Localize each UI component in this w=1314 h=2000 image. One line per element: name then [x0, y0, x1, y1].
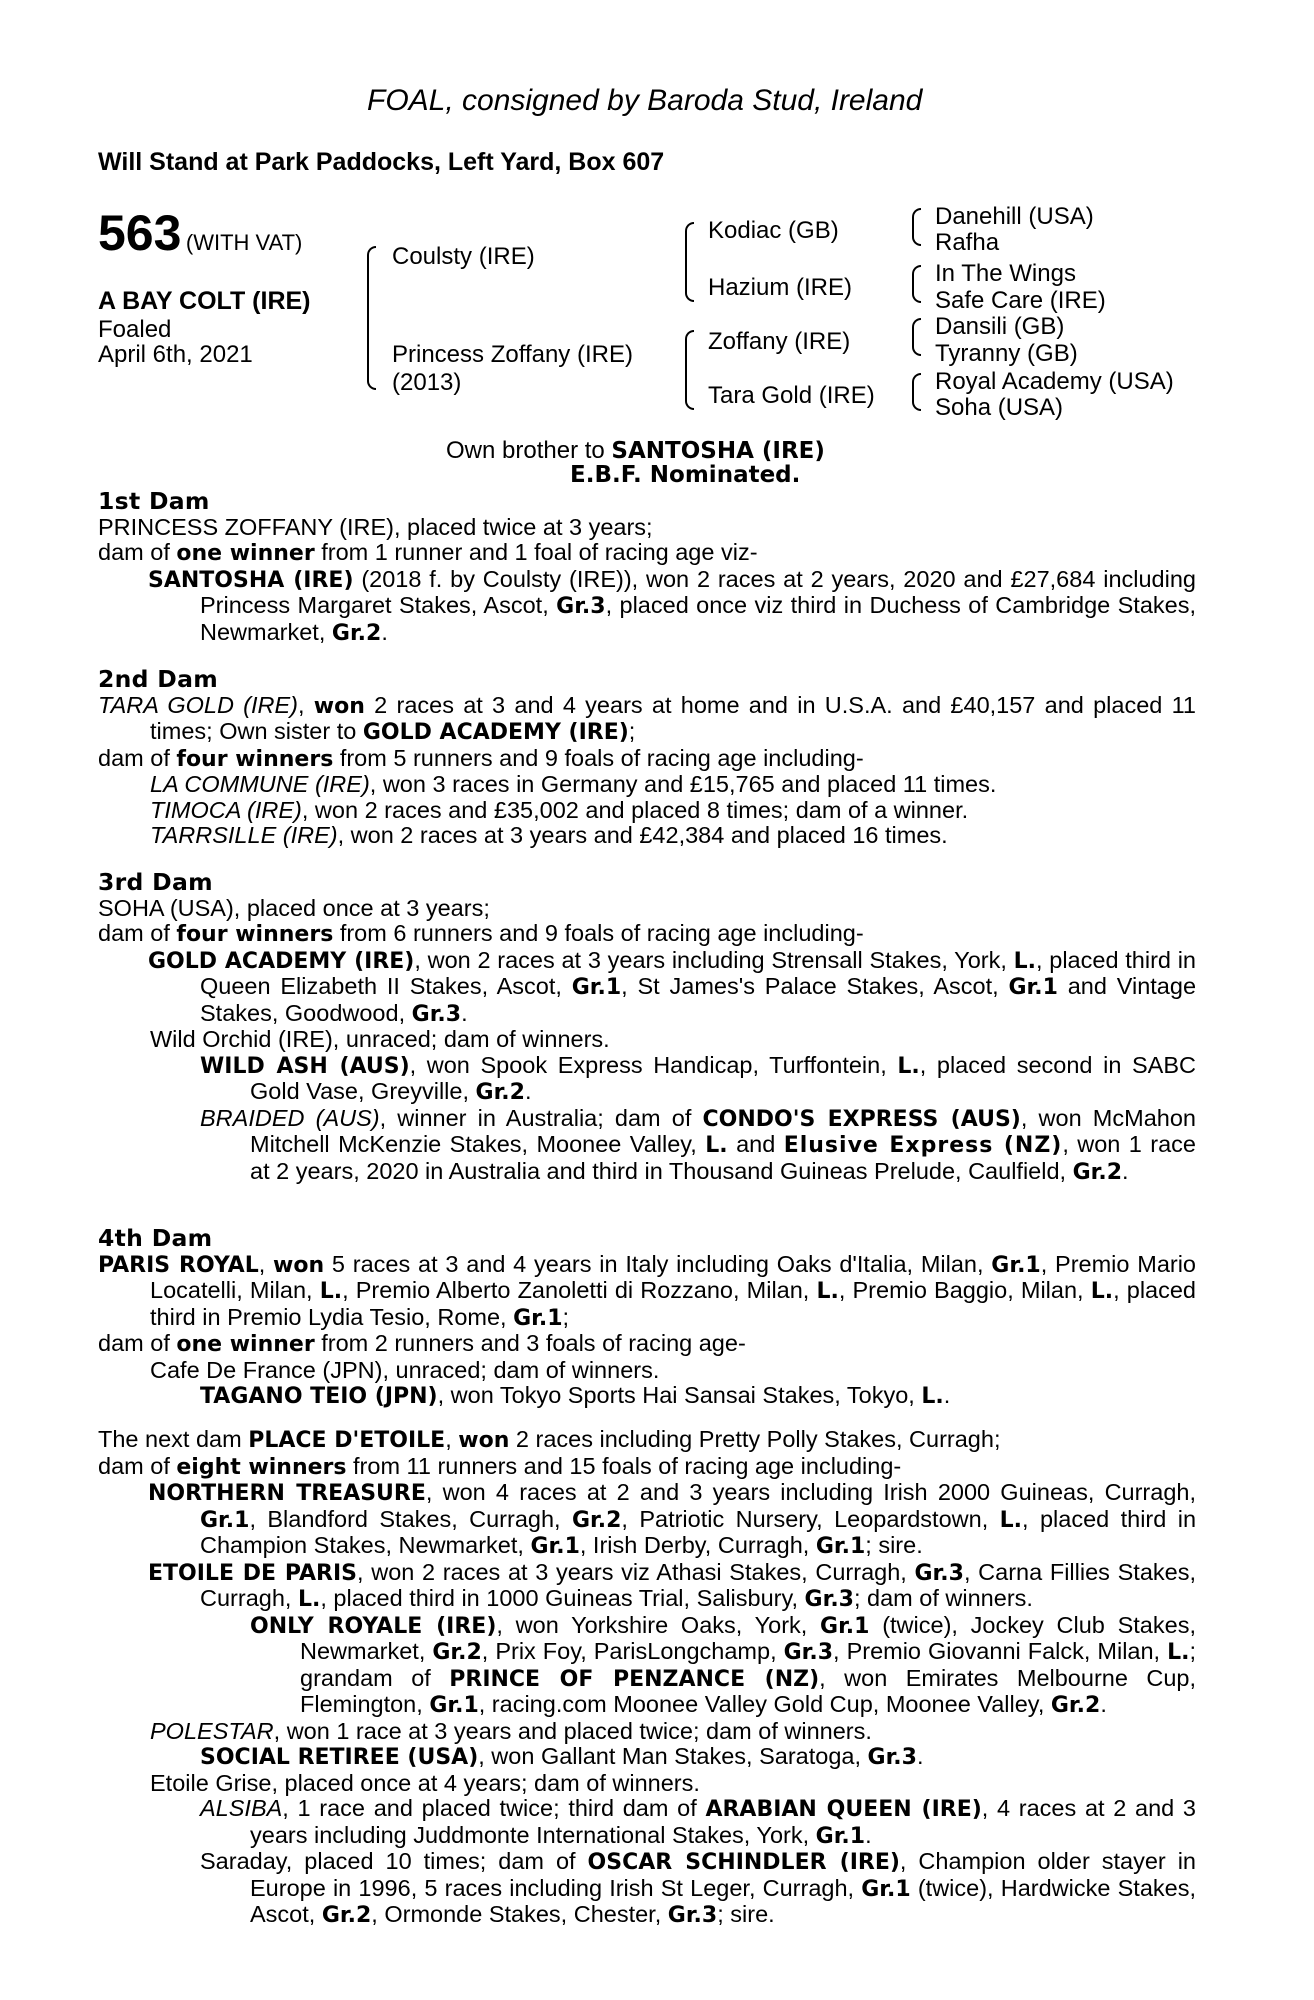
- text: ,: [258, 1250, 274, 1277]
- grade: Gr.2: [1072, 1159, 1123, 1185]
- grade: Gr.1: [429, 1693, 479, 1718]
- horse-name: OSCAR SCHINDLER (IRE): [587, 1850, 900, 1875]
- pedigree-gen2-3: Zoffany (IRE): [708, 328, 851, 355]
- text: .: [1100, 1691, 1107, 1717]
- pedigree-gen3-3: In The Wings: [935, 260, 1076, 287]
- text: Saraday, placed 10 times; dam of: [200, 1848, 588, 1874]
- text: , Champion older stayer in Europe in 1996, 5 races including Irish St Leger, Curragh,: [250, 1848, 1196, 1901]
- horse-name: GOLD ACADEMY (IRE): [148, 948, 415, 974]
- text: dam of: [98, 1452, 177, 1479]
- text: from 6 runners and 9 foals of racing age including-: [333, 920, 864, 946]
- wild-orchid-entry: Wild Orchid (IRE), unraced; dam of winners.: [150, 1026, 610, 1052]
- horse-name: SOCIAL RETIREE (USA): [200, 1745, 479, 1770]
- grade: Gr.1: [530, 1534, 580, 1559]
- grade: Gr.2: [331, 620, 382, 646]
- horse-name: PRINCE OF PENZANCE (NZ): [449, 1666, 820, 1692]
- grade: L.: [921, 1384, 944, 1409]
- lot-number: 563: [98, 205, 182, 261]
- text: , Blandford Stakes, Curragh,: [249, 1505, 572, 1532]
- text: ; sire.: [717, 1901, 775, 1927]
- text: , won 2 races at 3 years viz Athasi Stakes, Curragh,: [357, 1558, 915, 1585]
- grade: Gr.3: [867, 1745, 917, 1770]
- pedigree-gen2-2: Hazium (IRE): [708, 274, 853, 301]
- text: , won 3 races in Germany and £15,765 and placed 11 times.: [369, 771, 997, 797]
- text: ; grandam of: [300, 1638, 1196, 1691]
- winners-count: four winners: [176, 922, 334, 947]
- text: , St James's Palace Stakes, Ascot,: [621, 973, 1009, 999]
- horse-name: TARRSILLE (IRE): [150, 822, 338, 848]
- pedigree-sire: Coulsty (IRE): [392, 243, 535, 270]
- grade: L.: [897, 1053, 920, 1079]
- grade: Gr.1: [815, 1823, 866, 1849]
- text: , Ormonde Stakes, Chester,: [371, 1901, 668, 1927]
- brace-gen3-4: [912, 373, 921, 411]
- own-brother-prefix: Own brother to: [446, 437, 612, 464]
- grade: Gr.3: [804, 1587, 854, 1612]
- first-dam-section: [98, 489, 1196, 646]
- horse-name: ARABIAN QUEEN (IRE): [705, 1797, 982, 1822]
- text: ; dam of winners.: [853, 1585, 1033, 1611]
- text: , won 2 races and £35,002 and placed 8 times; dam of a winner.: [301, 796, 969, 823]
- second-dam-produce: [98, 746, 1196, 773]
- text: , placed third in 1000 Guineas Trial, Salisbury,: [320, 1585, 805, 1611]
- grade: Gr.1: [1008, 975, 1058, 1000]
- own-brother-note: [446, 437, 825, 465]
- next-dam-line: The next dam PLACE D'ETOILE, won 2 races including Pretty Polly Stakes, Curragh;: [98, 1426, 1001, 1453]
- brace-gen3-3: [912, 318, 921, 356]
- won: won: [313, 693, 365, 719]
- text: dam of: [98, 920, 177, 946]
- gold-academy-entry: [98, 948, 1196, 1028]
- horse-name: ALSIBA: [200, 1795, 283, 1821]
- text: .: [943, 1382, 951, 1408]
- lot-number-row: [98, 204, 302, 262]
- text: , won 2 races at 3 years and £42,384 and placed 16 times.: [337, 822, 948, 848]
- grade: L.: [297, 1587, 321, 1612]
- text: , Prix Foy, ParisLongchamp,: [481, 1638, 784, 1664]
- ebf-nominated: E.B.F. Nominated.: [570, 462, 801, 488]
- text: , placed third in Queen Elizabeth II Stakes, Ascot,: [200, 946, 1196, 999]
- text: 2 races at 3 and 4 years at home and in U.S.A. and £40,157 and placed 11 times; Own sister to: [150, 691, 1196, 744]
- braided-entry: [98, 1106, 1196, 1186]
- only-royale-entry: [98, 1613, 1196, 1719]
- horse-name: Elusive Express (NZ): [783, 1133, 1063, 1158]
- grade: L.: [999, 1507, 1023, 1533]
- text: .: [865, 1821, 872, 1848]
- grade: Gr.2: [321, 1903, 372, 1928]
- northern-treasure-entry: [98, 1480, 1196, 1560]
- own-brother-name: SANTOSHA (IRE): [611, 438, 825, 464]
- text: dam of: [98, 539, 177, 565]
- text: ;: [628, 718, 636, 744]
- text: and: [727, 1131, 784, 1157]
- brace-gen1: [367, 246, 376, 390]
- text: (twice), Jockey Club Stakes, Newmarket,: [300, 1611, 1196, 1664]
- vat-note: (WITH VAT): [185, 230, 303, 255]
- text: .: [1122, 1157, 1129, 1184]
- produce-entry: [98, 772, 1196, 798]
- pedigree-dam-year: (2013): [392, 369, 462, 396]
- horse-name: TAGANO TEIO (JPN): [200, 1384, 438, 1409]
- winner-name: SANTOSHA (IRE): [148, 567, 354, 593]
- dam-name: PARIS ROYAL: [98, 1252, 259, 1278]
- text: .: [524, 1078, 532, 1104]
- text: , won Yorkshire Oaks, York,: [496, 1611, 821, 1638]
- grade: Gr.2: [432, 1640, 482, 1665]
- alsiba-entry: [98, 1796, 1196, 1849]
- foaled-label: Foaled: [98, 316, 172, 343]
- fourth-dam-line: [98, 1252, 1196, 1332]
- wild-ash-entry: [98, 1053, 1196, 1106]
- text: .: [461, 999, 468, 1026]
- social-retiree-entry: [98, 1744, 1196, 1771]
- santosha-entry: [98, 567, 1196, 647]
- winners-count: eight winners: [176, 1454, 347, 1480]
- grade: L.: [705, 1133, 728, 1158]
- grade: Gr.2: [1050, 1693, 1101, 1718]
- won: won: [458, 1428, 510, 1453]
- third-dam-title: 3rd Dam: [98, 868, 213, 896]
- horse-name: NORTHERN TREASURE: [148, 1481, 426, 1506]
- text: , won McMahon Mitchell McKenzie Stakes, Moonee Valley,: [250, 1104, 1196, 1157]
- won: won: [273, 1252, 325, 1278]
- polestar-entry: [98, 1719, 1196, 1745]
- brace-gen3-2: [912, 265, 921, 303]
- pedigree-gen3-7: Royal Academy (USA): [935, 368, 1174, 395]
- text: from 11 runners and 15 foals of racing age including-: [346, 1452, 902, 1479]
- text: , Premio Giovanni Falck, Milan,: [833, 1638, 1168, 1664]
- grade: Gr.3: [783, 1640, 834, 1665]
- third-dam-section: [98, 870, 1196, 1185]
- text: , Irish Derby, Curragh,: [579, 1532, 816, 1558]
- text: , won 1 race at 2 years, 2020 in Australia and third in Thousand Guineas Prelude, Caulfield,: [250, 1131, 1196, 1184]
- text: from 2 runners and 3 foals of racing age-: [314, 1330, 746, 1356]
- text: from 1 runner and 1 foal of racing age viz-: [314, 539, 758, 565]
- text: , won 1 race at 3 years and placed twice; dam of winners.: [273, 1717, 872, 1744]
- grade: Gr.1: [200, 1507, 250, 1533]
- etoile-grise-entry: Etoile Grise, placed once at 4 years; dam of winners.: [150, 1769, 700, 1796]
- fourth-dam-produce: [98, 1331, 1196, 1358]
- fourth-dam-title: 4th Dam: [98, 1224, 213, 1252]
- text: 2 races including Pretty Polly Stakes, Curragh;: [509, 1426, 1001, 1452]
- text: , Premio Baggio, Milan,: [838, 1277, 1091, 1303]
- grade: L.: [1013, 948, 1036, 974]
- dam-name: TARA GOLD (IRE): [98, 691, 298, 718]
- horse-name: LA COMMUNE (IRE): [150, 771, 370, 797]
- horse-name: TIMOCA (IRE): [150, 796, 302, 823]
- fourth-dam-section: [98, 1226, 1196, 1410]
- grade: Gr.3: [914, 1560, 964, 1586]
- grade: Gr.1: [571, 975, 622, 1000]
- cafe-de-france-entry: Cafe De France (JPN), unraced; dam of winners.: [150, 1356, 660, 1383]
- horse-name: BRAIDED (AUS): [200, 1104, 380, 1131]
- winners-count: one winner: [176, 1332, 315, 1357]
- horse-name: A BAY COLT (IRE): [98, 287, 311, 315]
- next-dam-produce: [98, 1454, 1196, 1481]
- horse-name: WILD ASH (AUS): [200, 1053, 410, 1079]
- text: , placed third in Champion Stakes, Newmarket,: [200, 1505, 1197, 1558]
- grade: Gr.3: [411, 1001, 462, 1027]
- text: , won Tokyo Sports Hai Sansai Stakes, Tokyo,: [437, 1382, 922, 1408]
- pedigree-gen2-1: Kodiac (GB): [708, 217, 839, 244]
- ebf-note: [570, 462, 800, 488]
- foaled-date: April 6th, 2021: [98, 341, 253, 368]
- text: , placed once viz third in Duchess of Cambridge Stakes, Newmarket,: [200, 592, 1196, 645]
- pedigree-gen3-5: Dansili (GB): [935, 313, 1065, 340]
- pedigree-gen3-6: Tyranny (GB): [935, 340, 1078, 367]
- tagano-teio-entry: [98, 1383, 1196, 1410]
- pedigree-gen2-4: Tara Gold (IRE): [708, 382, 875, 409]
- winners-count: four winners: [176, 746, 334, 772]
- second-dam-line: TARA GOLD (IRE), won 2 races at 3 and 4 years at home and in U.S.A. and £40,157 and placed 11 times; Own sister to GOLD ACADEMY (IRE);: [98, 691, 1196, 745]
- horse-name: ONLY ROYALE (IRE): [250, 1613, 497, 1639]
- text: dam of: [98, 1330, 177, 1356]
- text: .: [916, 1743, 924, 1769]
- text: , won 2 races at 3 years including Strensall Stakes, York,: [414, 946, 1014, 973]
- next-dam-section: [98, 1427, 1196, 1929]
- grade: L.: [1167, 1640, 1190, 1665]
- brace-gen2-bottom: [685, 330, 694, 410]
- text: , Patriotic Nursery, Leopardstown,: [621, 1505, 1000, 1532]
- second-dam-section: [98, 667, 1196, 849]
- first-dam-title: 1st Dam: [98, 487, 210, 515]
- pedigree-gen3-8: Soha (USA): [935, 394, 1064, 421]
- pedigree-gen3-4: Safe Care (IRE): [935, 287, 1106, 314]
- text: , won Gallant Man Stakes, Saratoga,: [478, 1743, 868, 1769]
- text: , won 4 races at 2 and 3 years including Irish 2000 Guineas, Curragh,: [425, 1479, 1196, 1505]
- text: , placed third in Premio Lydia Tesio, Rome,: [150, 1277, 1196, 1330]
- text: (2018 f. by Coulsty (IRE)), won 2 races at 2 years, 2020 and £27,684 including Princess Margaret Stakes, Ascot,: [200, 565, 1196, 618]
- first-dam-produce: [98, 540, 1196, 567]
- first-dam-line: PRINCESS ZOFFANY (IRE), placed twice at 3 years;: [98, 513, 653, 540]
- grade: Gr.3: [667, 1903, 718, 1928]
- text: (twice), Hardwicke Stakes, Ascot,: [250, 1874, 1196, 1927]
- grade: Gr.1: [815, 1534, 866, 1559]
- horse-name: POLESTAR: [150, 1717, 274, 1744]
- stand-location: Will Stand at Park Paddocks, Left Yard, Box 607: [98, 148, 665, 176]
- text: 5 races at 3 and 4 years in Italy including Oaks d'Italia, Milan,: [324, 1250, 992, 1277]
- text: , Premio Mario Locatelli, Milan,: [150, 1250, 1196, 1303]
- third-dam-line: SOHA (USA), placed once at 3 years;: [98, 894, 490, 921]
- consignor-heading: FOAL, consigned by Baroda Stud, Ireland: [367, 84, 923, 117]
- text: , racing.com Moonee Valley Gold Cup, Moonee Valley,: [478, 1691, 1051, 1717]
- brace-gen2-top: [685, 222, 694, 302]
- dam-name: PLACE D'ETOILE: [248, 1428, 446, 1453]
- text: ;: [562, 1303, 570, 1330]
- text: .: [381, 618, 388, 645]
- grade: Gr.2: [475, 1080, 525, 1105]
- grade: Gr.1: [820, 1613, 870, 1639]
- second-dam-title: 2nd Dam: [98, 665, 219, 693]
- text: , placed second in SABC Gold Vase, Greyville,: [250, 1051, 1196, 1104]
- text: , Premio Alberto Zanoletti di Rozzano, Milan,: [342, 1277, 817, 1303]
- text: , winner in Australia; dam of: [379, 1104, 703, 1131]
- text: , 4 races at 2 and 3 years including Juddmonte International Stakes, York,: [250, 1795, 1196, 1848]
- etoile-de-paris-entry: [98, 1560, 1196, 1613]
- pedigree-gen3-1: Danehill (USA): [935, 203, 1094, 230]
- text: ; sire.: [865, 1532, 923, 1558]
- winners-count: one winner: [176, 541, 315, 566]
- pedigree-dam: Princess Zoffany (IRE): [392, 341, 633, 368]
- text: , 1 race and placed twice; third dam of: [282, 1795, 706, 1821]
- produce-entry: [98, 798, 1196, 824]
- grade: Gr.3: [556, 594, 606, 619]
- grade: L.: [816, 1279, 839, 1304]
- text: from 5 runners and 9 foals of racing age including-: [333, 744, 864, 771]
- horse-name: ETOILE DE PARIS: [148, 1560, 358, 1586]
- grade: Gr.1: [513, 1305, 563, 1331]
- text: , won Spook Express Handicap, Turffontein,: [409, 1051, 898, 1078]
- grade: Gr.2: [571, 1507, 622, 1533]
- third-dam-produce: [98, 921, 1196, 948]
- sister-name: GOLD ACADEMY (IRE): [362, 720, 629, 745]
- grade: L.: [1090, 1279, 1114, 1304]
- produce-entry: [98, 823, 1196, 849]
- saraday-entry: [98, 1849, 1196, 1929]
- text: , won Emirates Melbourne Cup, Flemington,: [300, 1664, 1197, 1717]
- horse-name: CONDO'S EXPRESS (AUS): [702, 1106, 1021, 1132]
- text: The next dam: [98, 1426, 249, 1452]
- grade: L.: [319, 1279, 343, 1304]
- text: dam of: [98, 744, 177, 771]
- grade: Gr.1: [861, 1876, 911, 1902]
- text: and Vintage Stakes, Goodwood,: [200, 973, 1197, 1026]
- text: , Carna Fillies Stakes, Curragh,: [200, 1558, 1196, 1611]
- brace-gen3-1: [912, 208, 921, 246]
- pedigree-gen3-2: Rafha: [935, 229, 1000, 256]
- grade: Gr.1: [991, 1252, 1041, 1278]
